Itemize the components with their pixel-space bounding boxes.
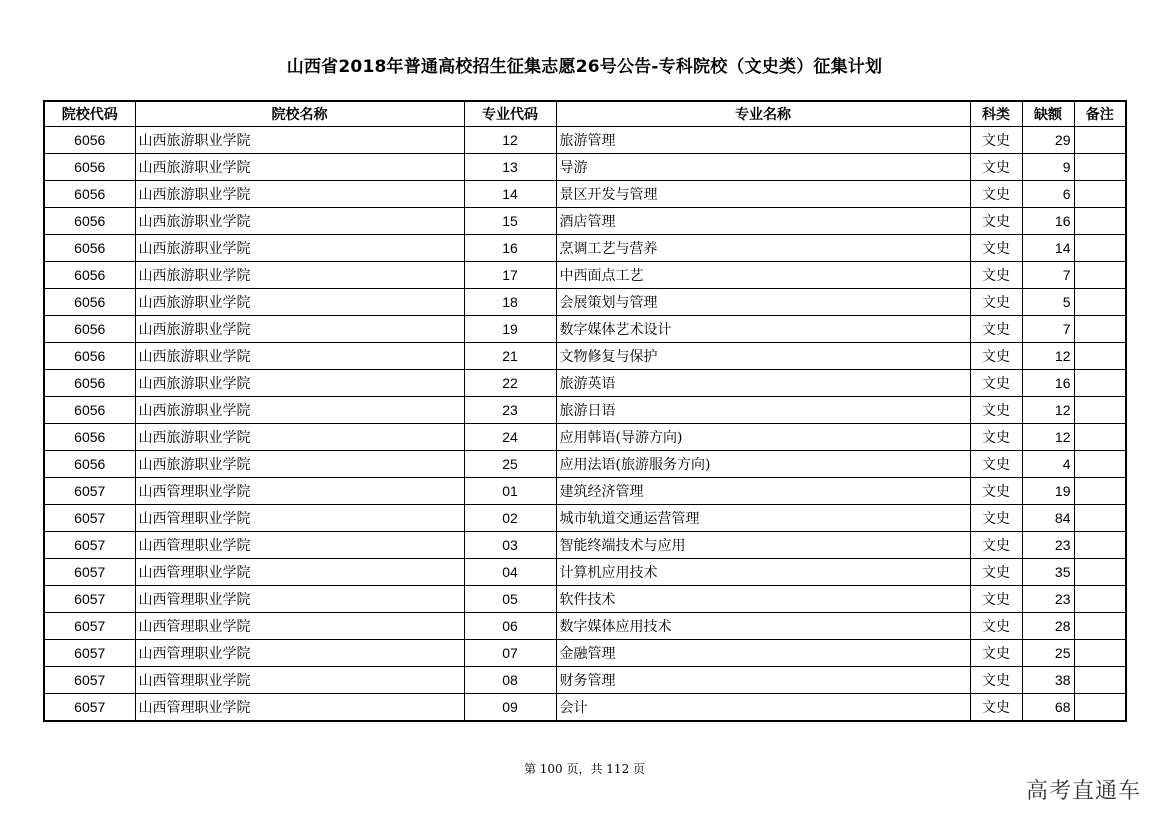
- cell-quota: 12: [1022, 343, 1074, 370]
- cell-major-name: 中西面点工艺: [556, 262, 970, 289]
- cell-category: 文史: [970, 613, 1022, 640]
- cell-note: [1074, 397, 1126, 424]
- cell-quota: 12: [1022, 397, 1074, 424]
- cell-school-code: 6056: [44, 424, 135, 451]
- cell-quota: 9: [1022, 154, 1074, 181]
- table-row: [44, 235, 1126, 262]
- cell-note: [1074, 640, 1126, 667]
- cell-school-name: 山西管理职业学院: [135, 694, 464, 722]
- table-row: [44, 397, 1126, 424]
- table-row: [44, 451, 1126, 478]
- cell-major-code: 01: [464, 478, 556, 505]
- cell-major-code: 16: [464, 235, 556, 262]
- cell-major-name: 软件技术: [556, 586, 970, 613]
- cell-category: 文史: [970, 640, 1022, 667]
- cell-school-name: 山西旅游职业学院: [135, 424, 464, 451]
- cell-major-name: 旅游管理: [556, 127, 970, 154]
- cell-quota: 5: [1022, 289, 1074, 316]
- cell-school-code: 6057: [44, 532, 135, 559]
- cell-note: [1074, 667, 1126, 694]
- cell-major-code: 14: [464, 181, 556, 208]
- cell-category: 文史: [970, 532, 1022, 559]
- cell-note: [1074, 586, 1126, 613]
- cell-note: [1074, 505, 1126, 532]
- cell-school-name: 山西管理职业学院: [135, 559, 464, 586]
- cell-quota: 28: [1022, 613, 1074, 640]
- table-row: [44, 424, 1126, 451]
- cell-major-name: 烹调工艺与营养: [556, 235, 970, 262]
- cell-major-name: 应用法语(旅游服务方向): [556, 451, 970, 478]
- cell-category: 文史: [970, 154, 1022, 181]
- cell-quota: 12: [1022, 424, 1074, 451]
- cell-note: [1074, 235, 1126, 262]
- cell-major-code: 04: [464, 559, 556, 586]
- cell-major-name: 财务管理: [556, 667, 970, 694]
- cell-school-name: 山西旅游职业学院: [135, 289, 464, 316]
- header-school-code: 院校代码: [44, 101, 135, 127]
- header-major-code: 专业代码: [464, 101, 556, 127]
- cell-school-code: 6056: [44, 451, 135, 478]
- cell-school-code: 6057: [44, 559, 135, 586]
- cell-note: [1074, 262, 1126, 289]
- table-row: [44, 694, 1126, 722]
- cell-quota: 4: [1022, 451, 1074, 478]
- cell-major-name: 应用韩语(导游方向): [556, 424, 970, 451]
- cell-quota: 25: [1022, 640, 1074, 667]
- cell-major-code: 22: [464, 370, 556, 397]
- cell-quota: 23: [1022, 532, 1074, 559]
- table-row: [44, 478, 1126, 505]
- cell-major-code: 15: [464, 208, 556, 235]
- cell-category: 文史: [970, 316, 1022, 343]
- cell-school-code: 6057: [44, 667, 135, 694]
- cell-school-code: 6056: [44, 316, 135, 343]
- cell-note: [1074, 289, 1126, 316]
- cell-school-code: 6056: [44, 208, 135, 235]
- cell-major-code: 18: [464, 289, 556, 316]
- cell-category: 文史: [970, 262, 1022, 289]
- cell-major-code: 07: [464, 640, 556, 667]
- cell-school-code: 6056: [44, 235, 135, 262]
- cell-quota: 23: [1022, 586, 1074, 613]
- cell-school-name: 山西管理职业学院: [135, 667, 464, 694]
- table-row: [44, 559, 1126, 586]
- cell-school-name: 山西管理职业学院: [135, 586, 464, 613]
- cell-major-name: 景区开发与管理: [556, 181, 970, 208]
- cell-category: 文史: [970, 127, 1022, 154]
- table-row: [44, 667, 1126, 694]
- cell-school-code: 6057: [44, 478, 135, 505]
- cell-major-name: 文物修复与保护: [556, 343, 970, 370]
- header-category: 科类: [970, 101, 1022, 127]
- cell-note: [1074, 316, 1126, 343]
- table-row: [44, 127, 1126, 154]
- watermark-logo: 高考直通车: [1025, 779, 1141, 804]
- cell-quota: 14: [1022, 235, 1074, 262]
- cell-major-code: 09: [464, 694, 556, 722]
- cell-major-name: 数字媒体艺术设计: [556, 316, 970, 343]
- cell-category: 文史: [970, 181, 1022, 208]
- cell-major-name: 导游: [556, 154, 970, 181]
- cell-major-code: 03: [464, 532, 556, 559]
- table-row: [44, 613, 1126, 640]
- cell-major-name: 酒店管理: [556, 208, 970, 235]
- cell-school-name: 山西旅游职业学院: [135, 397, 464, 424]
- table-row: [44, 262, 1126, 289]
- cell-major-code: 25: [464, 451, 556, 478]
- cell-category: 文史: [970, 208, 1022, 235]
- cell-category: 文史: [970, 235, 1022, 262]
- cell-major-code: 12: [464, 127, 556, 154]
- table-row: [44, 154, 1126, 181]
- cell-category: 文史: [970, 289, 1022, 316]
- cell-quota: 19: [1022, 478, 1074, 505]
- table-row: [44, 640, 1126, 667]
- header-note: 备注: [1074, 101, 1126, 127]
- table-body: [44, 127, 1126, 722]
- cell-school-name: 山西管理职业学院: [135, 613, 464, 640]
- cell-major-name: 旅游英语: [556, 370, 970, 397]
- cell-school-code: 6057: [44, 505, 135, 532]
- cell-school-code: 6056: [44, 262, 135, 289]
- cell-school-name: 山西旅游职业学院: [135, 181, 464, 208]
- cell-school-name: 山西管理职业学院: [135, 478, 464, 505]
- cell-major-name: 会计: [556, 694, 970, 722]
- cell-school-name: 山西管理职业学院: [135, 505, 464, 532]
- cell-quota: 35: [1022, 559, 1074, 586]
- cell-school-code: 6056: [44, 127, 135, 154]
- cell-school-code: 6057: [44, 640, 135, 667]
- enrollment-plan-table: [43, 100, 1127, 722]
- document-title: 山西省2018年普通高校招生征集志愿26号公告-专科院校（文史类）征集计划: [286, 57, 883, 77]
- cell-school-name: 山西管理职业学院: [135, 640, 464, 667]
- table-row: [44, 532, 1126, 559]
- cell-major-code: 06: [464, 613, 556, 640]
- table-row: [44, 586, 1126, 613]
- cell-school-name: 山西旅游职业学院: [135, 343, 464, 370]
- cell-note: [1074, 532, 1126, 559]
- header-major-name: 专业名称: [556, 101, 970, 127]
- cell-category: 文史: [970, 478, 1022, 505]
- cell-quota: 6: [1022, 181, 1074, 208]
- cell-major-name: 金融管理: [556, 640, 970, 667]
- cell-major-name: 建筑经济管理: [556, 478, 970, 505]
- cell-school-code: 6056: [44, 370, 135, 397]
- cell-quota: 68: [1022, 694, 1074, 722]
- cell-note: [1074, 559, 1126, 586]
- table-row: [44, 208, 1126, 235]
- table-row: [44, 343, 1126, 370]
- cell-school-name: 山西旅游职业学院: [135, 262, 464, 289]
- cell-quota: 38: [1022, 667, 1074, 694]
- cell-school-code: 6056: [44, 154, 135, 181]
- cell-quota: 84: [1022, 505, 1074, 532]
- cell-school-code: 6057: [44, 694, 135, 722]
- cell-school-name: 山西旅游职业学院: [135, 370, 464, 397]
- cell-major-code: 19: [464, 316, 556, 343]
- cell-category: 文史: [970, 694, 1022, 722]
- cell-note: [1074, 208, 1126, 235]
- cell-quota: 7: [1022, 262, 1074, 289]
- cell-note: [1074, 478, 1126, 505]
- cell-note: [1074, 127, 1126, 154]
- table-row: [44, 181, 1126, 208]
- cell-quota: 7: [1022, 316, 1074, 343]
- cell-category: 文史: [970, 667, 1022, 694]
- cell-note: [1074, 370, 1126, 397]
- cell-category: 文史: [970, 586, 1022, 613]
- cell-note: [1074, 694, 1126, 722]
- cell-school-name: 山西旅游职业学院: [135, 316, 464, 343]
- cell-major-code: 13: [464, 154, 556, 181]
- cell-category: 文史: [970, 343, 1022, 370]
- cell-major-code: 24: [464, 424, 556, 451]
- cell-school-code: 6057: [44, 586, 135, 613]
- cell-quota: 16: [1022, 370, 1074, 397]
- cell-school-name: 山西旅游职业学院: [135, 451, 464, 478]
- table-row: [44, 316, 1126, 343]
- cell-major-name: 旅游日语: [556, 397, 970, 424]
- cell-major-name: 计算机应用技术: [556, 559, 970, 586]
- cell-note: [1074, 613, 1126, 640]
- cell-category: 文史: [970, 559, 1022, 586]
- table-header-row: [44, 101, 1126, 127]
- cell-school-code: 6056: [44, 289, 135, 316]
- cell-major-name: 会展策划与管理: [556, 289, 970, 316]
- cell-category: 文史: [970, 370, 1022, 397]
- cell-note: [1074, 343, 1126, 370]
- cell-note: [1074, 424, 1126, 451]
- cell-category: 文史: [970, 397, 1022, 424]
- cell-school-code: 6057: [44, 613, 135, 640]
- cell-major-code: 17: [464, 262, 556, 289]
- cell-school-name: 山西旅游职业学院: [135, 154, 464, 181]
- cell-note: [1074, 451, 1126, 478]
- cell-major-name: 城市轨道交通运营管理: [556, 505, 970, 532]
- table-row: [44, 289, 1126, 316]
- page-number: 第 100 页，共 112 页: [523, 762, 646, 776]
- cell-major-code: 02: [464, 505, 556, 532]
- header-school-name: 院校名称: [135, 101, 464, 127]
- cell-school-name: 山西旅游职业学院: [135, 235, 464, 262]
- cell-major-name: 数字媒体应用技术: [556, 613, 970, 640]
- cell-major-code: 05: [464, 586, 556, 613]
- table-row: [44, 505, 1126, 532]
- cell-major-name: 智能终端技术与应用: [556, 532, 970, 559]
- cell-quota: 29: [1022, 127, 1074, 154]
- cell-major-code: 08: [464, 667, 556, 694]
- cell-major-code: 21: [464, 343, 556, 370]
- cell-school-name: 山西旅游职业学院: [135, 127, 464, 154]
- cell-note: [1074, 154, 1126, 181]
- cell-school-code: 6056: [44, 181, 135, 208]
- cell-category: 文史: [970, 451, 1022, 478]
- cell-major-code: 23: [464, 397, 556, 424]
- header-quota: 缺额: [1022, 101, 1074, 127]
- cell-category: 文史: [970, 505, 1022, 532]
- cell-school-code: 6056: [44, 397, 135, 424]
- cell-school-code: 6056: [44, 343, 135, 370]
- cell-category: 文史: [970, 424, 1022, 451]
- cell-school-name: 山西管理职业学院: [135, 532, 464, 559]
- cell-quota: 16: [1022, 208, 1074, 235]
- cell-school-name: 山西旅游职业学院: [135, 208, 464, 235]
- table-row: [44, 370, 1126, 397]
- cell-note: [1074, 181, 1126, 208]
